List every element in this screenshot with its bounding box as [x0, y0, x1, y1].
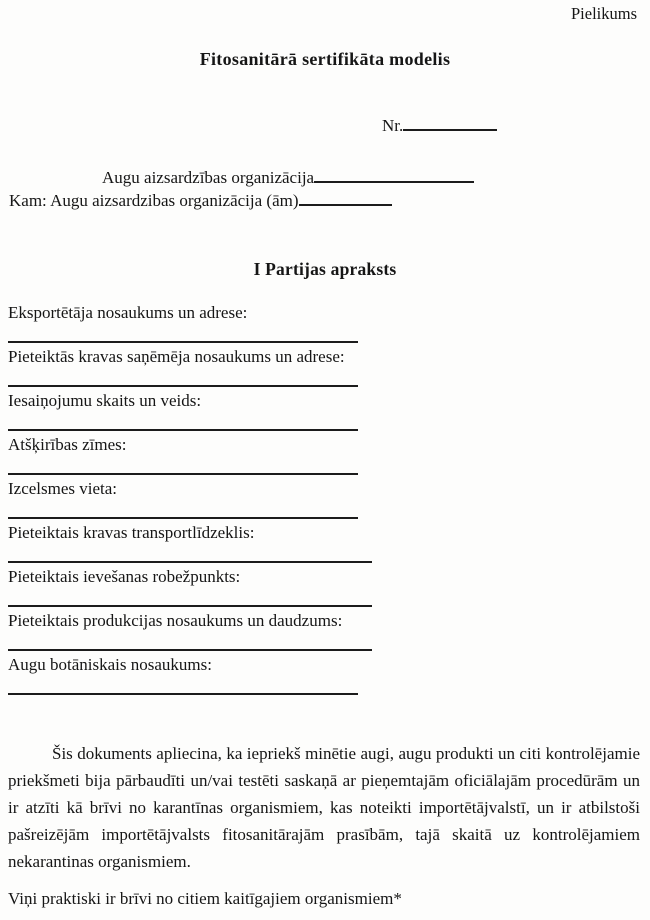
- field-blank-line[interactable]: [8, 385, 358, 387]
- corner-label: Pielikums: [570, 4, 637, 23]
- field-row-consignee: [8, 347, 650, 387]
- org-line-1: [0, 166, 650, 189]
- field-list: [0, 303, 650, 695]
- field-blank-line[interactable]: [8, 473, 358, 475]
- field-row-produce-name-quantity: [8, 611, 650, 651]
- org-line-1-label: Augu aizsardzības organizācija: [102, 168, 315, 187]
- field-label: Pieteiktais ievešanas robežpunkts:: [8, 567, 241, 586]
- field-row-distinguishing-marks: [8, 435, 650, 475]
- field-label: Atšķirības zīmes:: [8, 435, 127, 454]
- field-label: Pieteiktais produkcijas nosaukums un daudzums:: [8, 611, 343, 630]
- field-label: Pieteiktās kravas saņēmēja nosaukums un adrese:: [8, 347, 345, 366]
- field-blank-line[interactable]: [8, 517, 358, 519]
- section-heading-consignment-description: I Partijas apraksts: [253, 259, 397, 279]
- field-blank-line[interactable]: [8, 605, 372, 607]
- footnote-line: Viņi praktiski ir brīvi no citiem kaitīgajiem organismiem*: [8, 889, 402, 908]
- field-blank-line[interactable]: [8, 429, 358, 431]
- field-blank-line[interactable]: [8, 561, 372, 563]
- document-title: Fitosanitārā sertifikāta modelis: [199, 49, 451, 69]
- field-label: Izcelsmes vieta:: [8, 479, 118, 498]
- field-blank-line[interactable]: [8, 341, 358, 343]
- org-line-2-blank[interactable]: [299, 191, 392, 206]
- org-line-2: [0, 189, 650, 212]
- field-label: Eksportētāja nosaukums un adrese:: [8, 303, 248, 322]
- field-row-botanical-name: [8, 655, 650, 695]
- field-label: Pieteiktais kravas transportlīdzeklis:: [8, 523, 255, 542]
- declaration-paragraph: Šis dokuments apliecina, ka iepriekš minētie augi, augu produkti un citi kontrolējamie priekšmeti bija pārbaudīti un/vai testēti saskaņā ar pieņemtajām oficiālajām procedūrām un ir atzīti kā brīvi no karantīnas organismiem, kas noteikti importētājvalstī, un ir atbilstoši pašreizējām importētājvalsts fitosanitārajām prasībām, tajā skaitā uz kontrolējamiem nekarantinas organismiem.: [8, 744, 640, 871]
- field-blank-line[interactable]: [8, 693, 358, 695]
- field-row-point-of-entry: [8, 567, 650, 607]
- certificate-number-row: [0, 116, 650, 135]
- certificate-number-label: Nr.: [382, 116, 404, 135]
- field-row-means-of-conveyance: [8, 523, 650, 563]
- org-line-1-blank[interactable]: [314, 168, 474, 183]
- field-blank-line[interactable]: [8, 649, 372, 651]
- certificate-number-blank[interactable]: [403, 116, 497, 131]
- field-row-packages: [8, 391, 650, 431]
- field-label: Augu botāniskais nosaukums:: [8, 655, 212, 674]
- field-label: Iesaiņojumu skaits un veids:: [8, 391, 202, 410]
- addressee-block: [0, 166, 650, 212]
- org-line-2-label: Kam: Augu aizsardzibas organizācija (ām): [9, 191, 299, 210]
- field-row-exporter: [8, 303, 650, 343]
- field-row-place-of-origin: [8, 479, 650, 519]
